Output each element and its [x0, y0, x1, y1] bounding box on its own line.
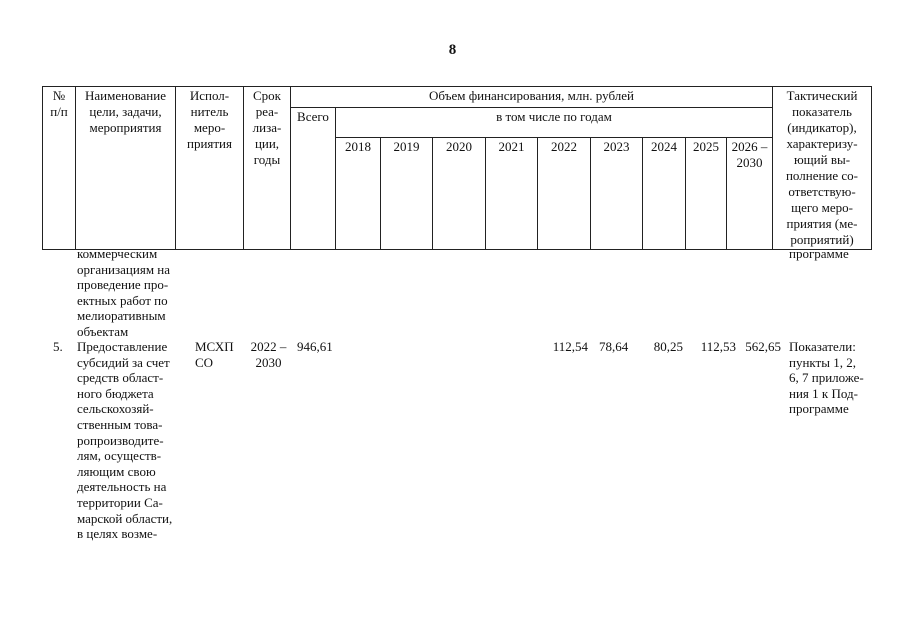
header-indicator: Тактический показатель (индикатор), характеризу- ющий вы- полнение со- ответствую- щего меро- приятия (ме- роприятий) [773, 87, 872, 250]
table-header [42, 86, 872, 250]
page-number: 8 [448, 42, 457, 58]
row5-indicator: Показатели: пункты 1, 2, 6, 7 приложе- ния 1 к Под- программе [789, 339, 864, 417]
continuation-name: коммерческим организациям на проведение про- ектных работ по мелиоративным объектам [77, 246, 171, 339]
row5-2026-2030: 562,65 [745, 339, 781, 354]
header-year-2021: 2021 [486, 138, 538, 250]
header-executor: Испол- нитель меро- приятия [176, 87, 244, 250]
row5-2023: 78,64 [599, 339, 629, 354]
header-by-year: в том числе по годам [336, 108, 773, 138]
header-year-2025: 2025 [686, 138, 727, 250]
header-funding: Объем финансирования, млн. рублей [291, 87, 773, 108]
header-year-2019: 2019 [381, 138, 433, 250]
header-year-2018: 2018 [336, 138, 381, 250]
header-number: № п/п [43, 87, 76, 250]
row5-term: 2022 – 2030 [250, 339, 287, 370]
row5-executor: МСХП СО [195, 339, 234, 370]
header-year-2020: 2020 [433, 138, 486, 250]
row5-number: 5. [53, 339, 63, 354]
row5-2024: 80,25 [653, 339, 683, 354]
row5-2022: 112,54 [552, 339, 588, 354]
row5-total: 946,61 [297, 339, 333, 354]
header-year-2022: 2022 [538, 138, 591, 250]
header-year-2026-2030: 2026 – 2030 [727, 138, 773, 250]
header-year-2024: 2024 [643, 138, 686, 250]
row5-2025: 112,53 [700, 339, 736, 354]
header-total: Всего [291, 108, 336, 250]
row5-name: Предоставление субсидий за счет средств област- ного бюджета сельскохозяй- ственным това- ропроизводите- лям, осуществ- ляющим свою деятельность на территории Са- марской области, в целях возме- [77, 339, 173, 542]
header-year-2023: 2023 [591, 138, 643, 250]
header-term: Срок реа- лиза- ции, годы [244, 87, 291, 250]
continuation-indicator: программе [789, 246, 849, 261]
header-name: Наименование цели, задачи, мероприятия [76, 87, 176, 250]
